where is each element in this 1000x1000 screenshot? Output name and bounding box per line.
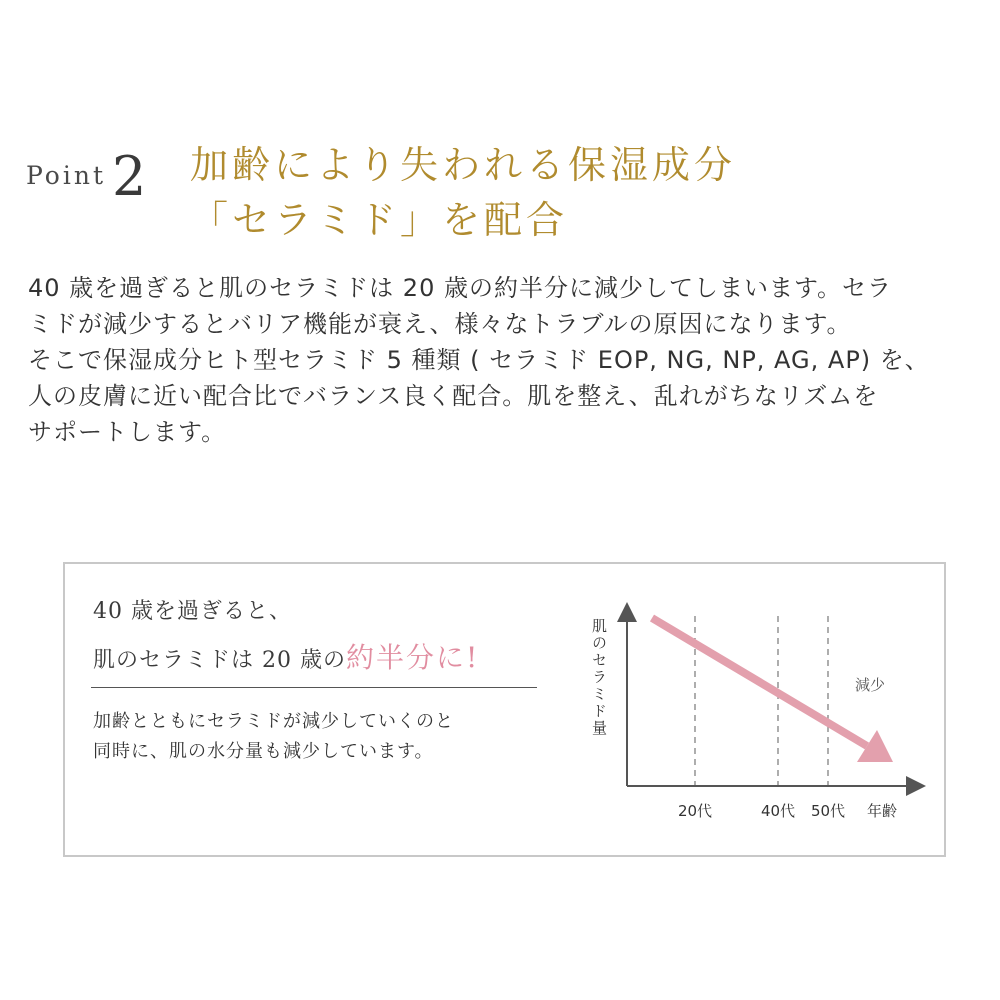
- point-label: [26, 145, 147, 208]
- headline: [190, 138, 736, 248]
- box-lead-line-1: 40 歳を過ぎると、: [93, 599, 292, 624]
- intro-line: ミドが減少するとバリア機能が衰え、様々なトラブルの原因になります。: [28, 310, 852, 338]
- intro-line: そこで保湿成分ヒト型セラミド 5 種類 ( セラミド EOP, NG, NP, AG, AP) を、: [28, 346, 930, 374]
- info-box: [63, 562, 946, 857]
- intro-line: サポートします。: [28, 418, 227, 446]
- intro-paragraph: [28, 270, 976, 450]
- chart-svg: [577, 596, 922, 836]
- intro-line: 人の皮膚に近い配合比でバランス良く配合。肌を整え、乱れがちなリズムを: [28, 382, 879, 410]
- point-word: Point: [26, 161, 107, 190]
- box-lead-line-2: [93, 636, 479, 676]
- intro-line: 40 歳を過ぎると肌のセラミドは 20 歳の約半分に減少してしまいます。セラ: [28, 274, 893, 302]
- ceramide-chart: [577, 596, 922, 836]
- point-number: 2: [112, 145, 147, 208]
- y-axis-label: 肌のセラミド量: [590, 618, 608, 737]
- box-lead-prefix: 肌のセラミドは 20 歳の: [93, 648, 346, 673]
- x-axis-label: 年齢: [867, 802, 898, 820]
- box-body-line: 同時に、肌の水分量も減少しています。: [93, 741, 434, 762]
- box-body-line: 加齢とともにセラミドが減少していくのと: [93, 711, 454, 732]
- headline-line-1: 加齢により失われる保湿成分: [190, 143, 737, 187]
- trend-line: [652, 618, 867, 746]
- x-tick-label: 40代: [760, 802, 796, 820]
- box-lead-accent: 約半分に!: [345, 641, 480, 674]
- x-tick-label: 20代: [677, 802, 713, 820]
- headline-line-2: 「セラミド」を配合: [190, 198, 569, 242]
- x-tick-label: 50代: [810, 802, 846, 820]
- annotation-label: 減少: [855, 676, 886, 694]
- divider: [91, 687, 537, 688]
- box-body: [93, 707, 454, 767]
